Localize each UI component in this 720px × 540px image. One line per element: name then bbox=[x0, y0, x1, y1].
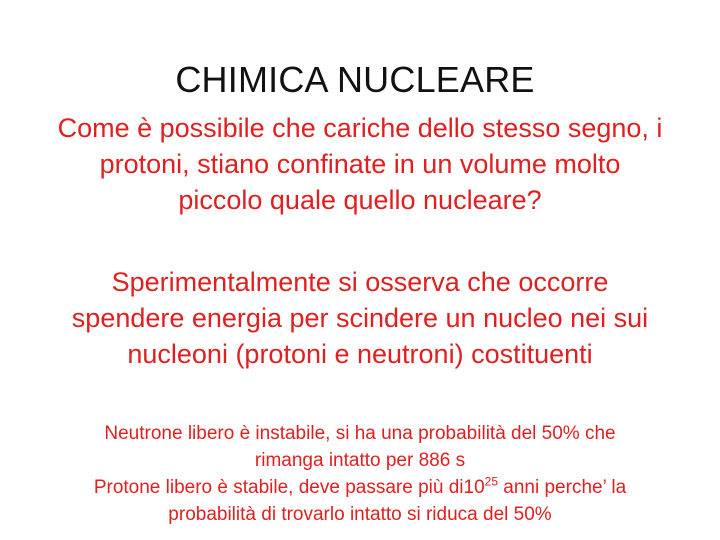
experiment-line: Sperimentalmente si osserva che occorre bbox=[111, 267, 609, 297]
proton-fact-line bbox=[30, 474, 690, 501]
neutron-fact-line: rimanga intatto per 886 s bbox=[254, 450, 466, 471]
question-line: Come è possibile che cariche dello stesso segno, i bbox=[57, 113, 663, 143]
experiment-line: nucleoni (protoni e neutroni) costituenti bbox=[127, 339, 593, 369]
facts-paragraph bbox=[30, 420, 690, 528]
question-paragraph bbox=[30, 110, 690, 218]
question-line: protoni, stiano confinate in un volume molto bbox=[99, 149, 621, 179]
proton-fact-line: probabilità di trovarlo intatto si riduca del 50% bbox=[168, 504, 552, 525]
proton-fact-text: anni perche’ la bbox=[498, 477, 627, 498]
experiment-paragraph bbox=[30, 264, 690, 372]
question-line: piccolo quale quello nucleare? bbox=[178, 185, 542, 215]
neutron-fact-line: Neutrone libero è instabile, si ha una probabilità del 50% che bbox=[104, 423, 616, 444]
experiment-line: spendere energia per scindere un nucleo nei sui bbox=[71, 303, 649, 333]
proton-fact-text: Protone libero è stabile, deve passare più di10 bbox=[93, 477, 485, 498]
slide-title: CHIMICA NUCLEARE bbox=[175, 59, 535, 100]
exponent: 25 bbox=[484, 474, 498, 489]
